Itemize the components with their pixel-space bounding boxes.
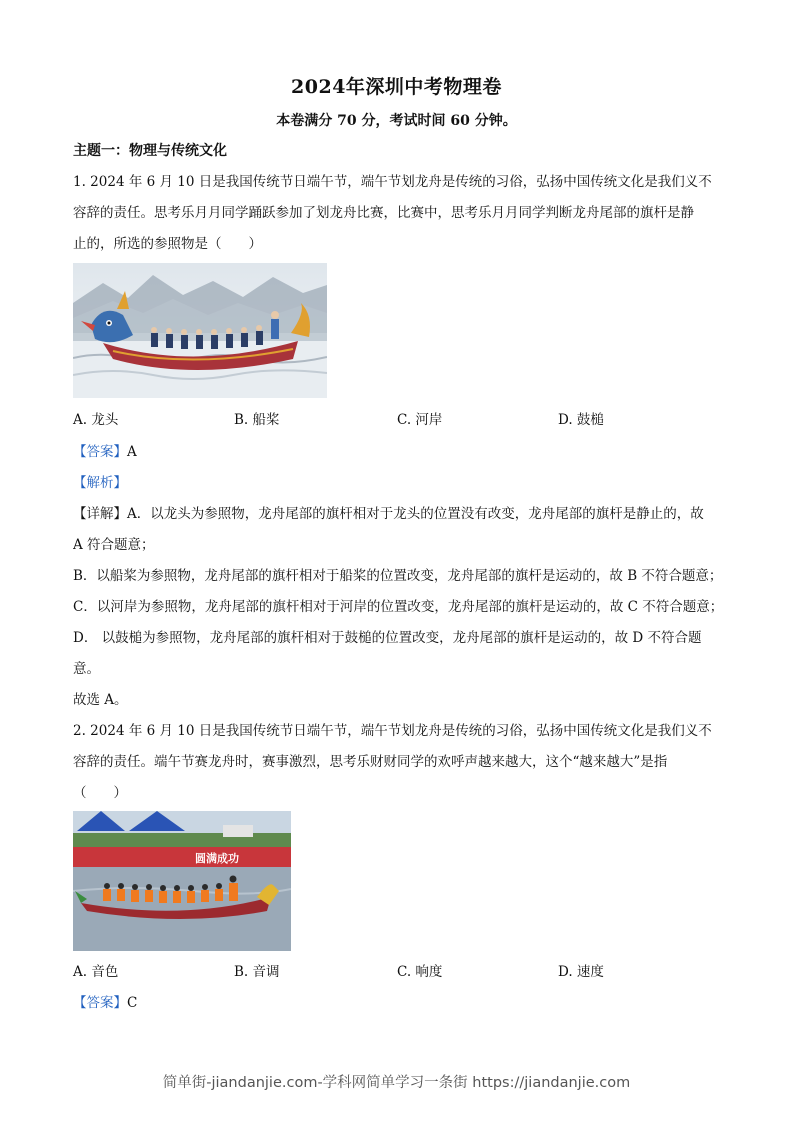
answer-value: A (127, 444, 137, 460)
q1-conclusion: 故选 A。 (73, 692, 128, 708)
page-title: 2024年深圳中考物理卷 (291, 76, 502, 98)
answer-label: 【答案】 (73, 995, 127, 1011)
section-heading: 主题一：物理与传统文化 (73, 143, 227, 159)
q1-detail-line (73, 505, 723, 523)
q1-stem-line: 止的，所选的参照物是（ ） (73, 236, 262, 252)
q1-option-d: D. 鼓槌 (558, 412, 604, 428)
q1-detail-line: D． 以鼓槌为参照物，龙舟尾部的旗杆相对于鼓槌的位置改变，龙舟尾部的旗杆是运动的，故 D 不符合题 (73, 630, 702, 646)
q2-option-a: A. 音色 (73, 964, 119, 980)
q1-stem-line: 容辞的责任。思考乐月月同学踊跃参加了划龙舟比赛，比赛中，思考乐月月同学判断龙舟尾部的旗杆是静 (73, 205, 694, 221)
q1-detail-line: 意。 (73, 661, 100, 677)
page-subtitle: 本卷满分 70 分，考试时间 60 分钟。 (276, 113, 517, 129)
q2-answer (73, 994, 723, 1012)
detail-text: A．以龙头为参照物，龙舟尾部的旗杆相对于龙头的位置没有改变，龙舟尾部的旗杆是静止的，故 (127, 506, 704, 522)
q2-option-b: B. 音调 (234, 964, 280, 980)
q2-option-d: D. 速度 (558, 964, 604, 980)
dragon-boat-painting (73, 263, 327, 398)
detail-label: 【详解】 (73, 506, 127, 522)
q1-option-b: B. 船桨 (234, 412, 280, 428)
q1-option-c: C. 河岸 (397, 412, 443, 428)
q1-answer (73, 443, 723, 461)
answer-label: 【答案】 (73, 444, 127, 460)
banner-text: 圆满成功 (195, 852, 239, 865)
answer-value: C (127, 995, 138, 1011)
q1-detail-line: A 符合题意； (73, 537, 155, 553)
q1-detail-line: B．以船桨为参照物，龙舟尾部的旗杆相对于船桨的位置改变，龙舟尾部的旗杆是运动的，故 B 不符合题意； (73, 568, 723, 584)
q2-stem-line: 容辞的责任。端午节赛龙舟时，赛事激烈，思考乐财财同学的欢呼声越来越大，这个“越来越大”是指 (73, 754, 668, 770)
q2-stem-line: 2. 2024 年 6 月 10 日是我国传统节日端午节，端午节划龙舟是传统的习俗，弘扬中国传统文化是我们义不 (73, 723, 712, 739)
q2-stem-line: （ ） (73, 785, 127, 801)
page-footer-watermark: 简单街-jiandanjie.com-学科网简单学习一条街 https://jiandanjie.com (162, 1075, 631, 1091)
q1-analysis-label: 【解析】 (73, 475, 127, 491)
q2-option-c: C. 响度 (397, 964, 443, 980)
dragon-boat-race-photo (73, 811, 291, 951)
q1-detail-line: C．以河岸为参照物，龙舟尾部的旗杆相对于河岸的位置改变，龙舟尾部的旗杆是运动的，故 C 不符合题意； (73, 599, 723, 615)
q1-option-a: A. 龙头 (73, 412, 119, 428)
q1-stem-line: 1. 2024 年 6 月 10 日是我国传统节日端午节，端午节划龙舟是传统的习俗，弘扬中国传统文化是我们义不 (73, 174, 712, 190)
